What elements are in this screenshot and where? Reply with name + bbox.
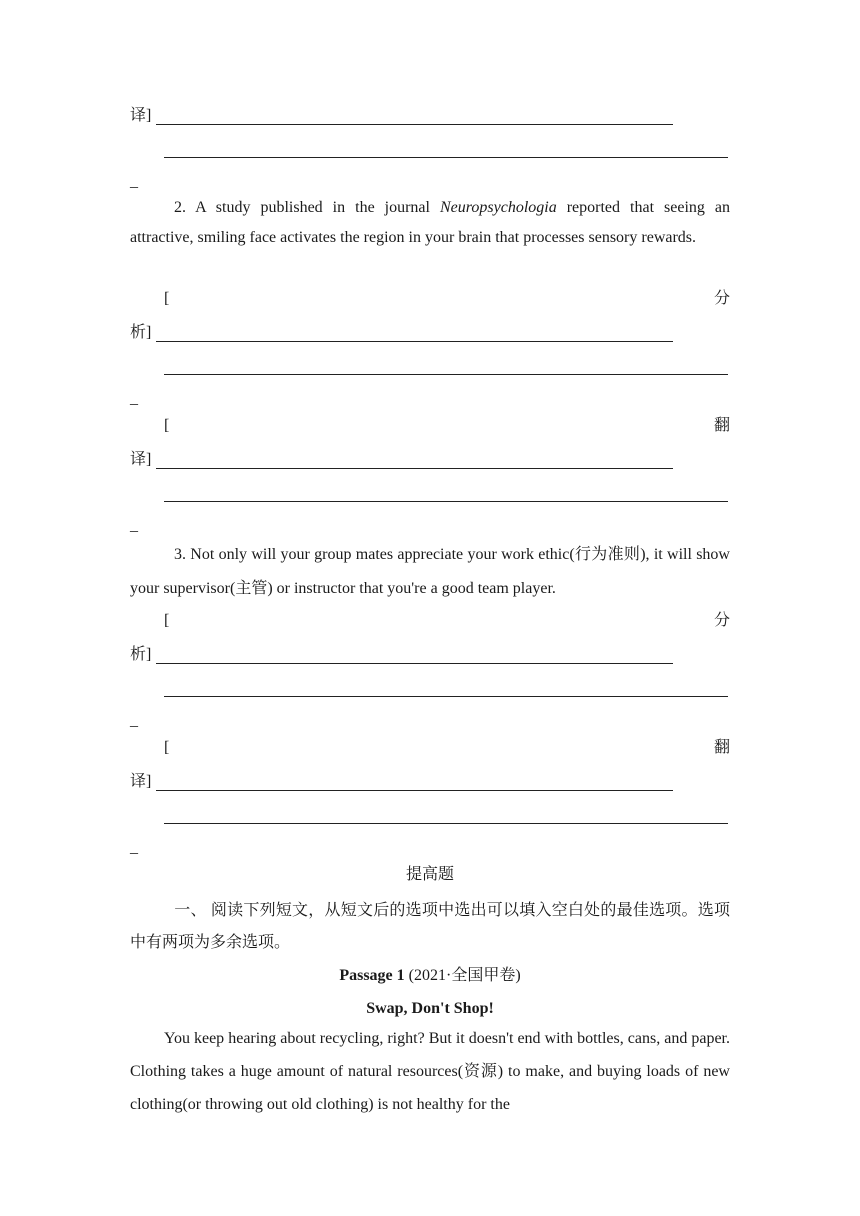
question-3: [130, 538, 730, 606]
label-fanyi-bottom: 译]: [130, 451, 152, 468]
label-fenxi-bottom: 析]: [130, 324, 152, 341]
question-number: 3.: [174, 546, 186, 563]
label-fanyi-top: 翻: [714, 417, 731, 434]
label-fenxi-top: 分: [714, 612, 731, 629]
bracket-open: [: [164, 612, 170, 629]
dash-mark: _: [130, 173, 138, 190]
section-heading: 提高题: [405, 866, 454, 883]
dash-mark: _: [130, 839, 138, 856]
label-fanyi-bottom: 译]: [130, 107, 152, 124]
dash-mark: _: [130, 517, 138, 534]
passage-body: You keep hearing about recycling, right? But it doesn't end with bottles, cans, and paper. Clothing takes a huge amount of natural resources(资源) to make, and buying loads of new clothing(or throwing out old clothing) is not healthy for the: [130, 1030, 730, 1113]
label-fenxi-top: 分: [714, 290, 731, 307]
passage-number: Passage 1: [339, 967, 405, 984]
bracket-open: [: [164, 417, 170, 434]
answer-line[interactable]: [164, 374, 728, 375]
passage-source: (2021·全国甲卷): [404, 967, 521, 984]
question-number: 2.: [174, 199, 186, 216]
question-text: reported that seeing an attractive, smiling face activates the region in your brain that processes sensory rewards.: [130, 199, 730, 246]
question-text: A study published in the journal: [186, 199, 440, 216]
label-fenxi-bottom: 析]: [130, 646, 152, 663]
dash-mark: _: [130, 712, 138, 729]
answer-line[interactable]: [156, 341, 673, 342]
answer-line[interactable]: [156, 790, 673, 791]
question-text: Not only will your group mates appreciate your work ethic(行为准则), it will show your supervisor(主管) or instructor that you're a good team player.: [130, 546, 730, 597]
passage-title: Swap, Don't Shop!: [366, 1000, 494, 1017]
label-fanyi-top: 翻: [714, 739, 731, 756]
answer-line[interactable]: [156, 124, 673, 125]
answer-line[interactable]: [164, 157, 728, 158]
answer-line[interactable]: [156, 663, 673, 664]
answer-line[interactable]: [164, 823, 728, 824]
section-instruction: 一、 阅读下列短文，从短文后的选项中选出可以填入空白处的最佳选项。选项中有两项为多余选项。: [130, 902, 730, 951]
passage-label: [130, 968, 730, 984]
question-2: [130, 193, 730, 253]
bracket-open: [: [164, 290, 170, 307]
answer-line[interactable]: [164, 501, 728, 502]
bracket-open: [: [164, 739, 170, 756]
dash-mark: _: [130, 390, 138, 407]
answer-line[interactable]: [164, 696, 728, 697]
label-fanyi-bottom: 译]: [130, 773, 152, 790]
journal-name: Neuropsychologia: [439, 199, 557, 216]
answer-line[interactable]: [156, 468, 673, 469]
